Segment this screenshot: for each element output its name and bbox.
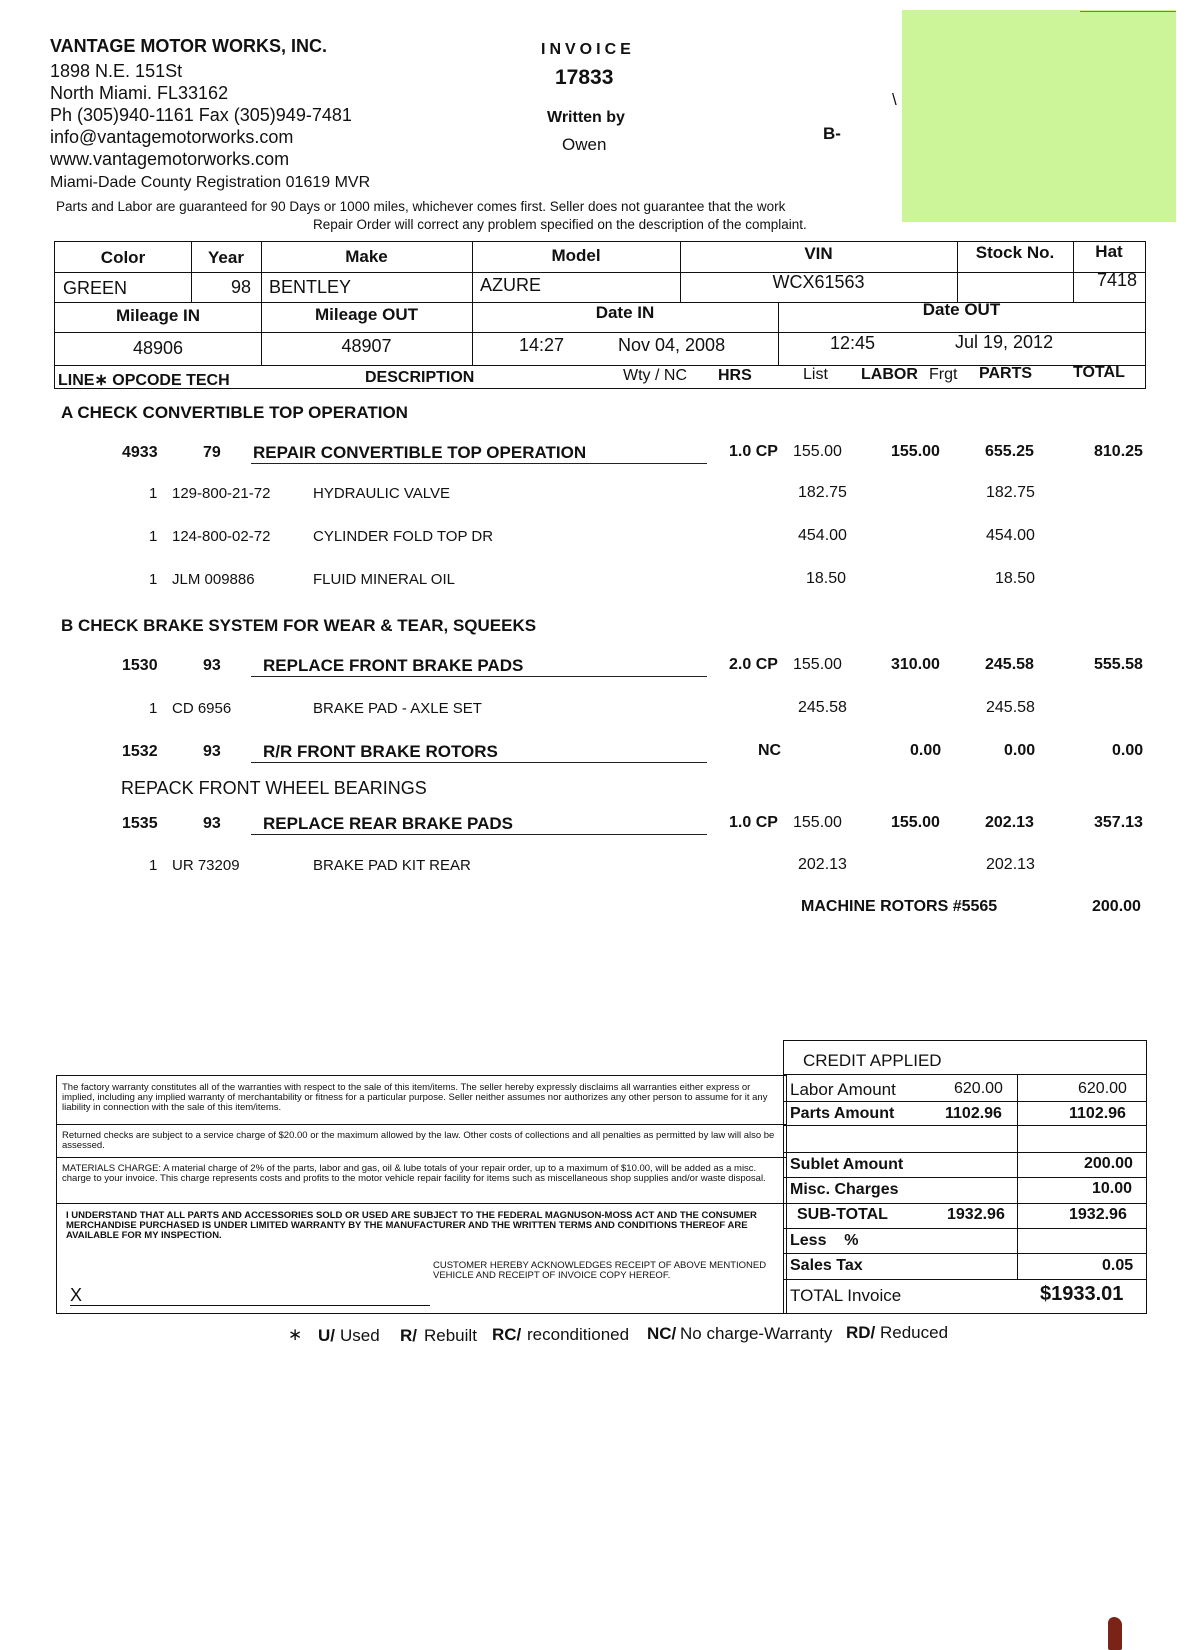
- written-by-name: Owen: [562, 135, 607, 154]
- date-in-date: Nov 04, 2008: [618, 335, 726, 355]
- vehicle-model: AZURE: [480, 275, 542, 295]
- legend-no-charge-value: No charge-Warranty: [680, 1324, 833, 1343]
- op-description: R/R FRONT BRAKE ROTORS: [263, 742, 498, 761]
- legend-used-value: Used: [340, 1326, 380, 1345]
- edge-line: [1080, 11, 1176, 12]
- signature-line: [70, 1305, 430, 1306]
- op-parts: 202.13: [985, 814, 1034, 831]
- op-underline: [251, 676, 707, 677]
- vehicle-info-table: [54, 241, 1146, 389]
- op-tech: 93: [203, 743, 221, 760]
- part-number: JLM 009886: [172, 571, 255, 588]
- sales-tax-total: 0.05: [1102, 1257, 1134, 1274]
- legend-reduced-key: RD/: [846, 1323, 876, 1342]
- company-address-line2: North Miami. FL33162: [50, 83, 229, 103]
- magnuson-moss-notice: I UNDERSTAND THAT ALL PARTS AND ACCESSORIES SOLD OR USED ARE SUBJECT TO THE FEDERAL MAGNUSON-MOSS ACT AND THE CONSUMER MERCHANDISE PURCHASED IS UNDER LIMITED WARRANTY BY THE MANUFACTURER AND THE WRITTEN TERMS AND CONDITIONS THEREOF ARE AVAILABLE FOR MY INSPECTION.: [66, 1210, 757, 1241]
- subtotal-label: SUB-TOTAL: [797, 1206, 888, 1223]
- col-frgt: Frgt: [929, 366, 958, 383]
- op-list: 155.00: [793, 443, 842, 460]
- part-amount: 454.00: [986, 527, 1035, 544]
- mileage-in: 48906: [132, 338, 184, 358]
- company-phone: Ph (305)940-1161 Fax (305)949-7481: [50, 105, 352, 125]
- part-description: HYDRAULIC VALVE: [313, 485, 450, 502]
- col-labor: LABOR: [861, 366, 918, 383]
- total-invoice-amount: $1933.01: [1040, 1283, 1124, 1305]
- sales-tax-label: Sales Tax: [790, 1257, 863, 1274]
- customer-acknowledgement: CUSTOMER HEREBY ACKNOWLEDGES RECEIPT OF ABOVE MENTIONED VEHICLE AND RECEIPT OF INVOICE COPY HEREOF.: [433, 1260, 767, 1281]
- vehicle-color: GREEN: [63, 278, 128, 298]
- op-hours: 2.0 CP: [729, 656, 778, 673]
- returned-checks-notice: Returned checks are subject to a service charge of $20.00 or the maximum allowed by the law. Other costs of collections and all penalties as permitted by law will also be assessed.: [62, 1130, 775, 1151]
- warranty-disclaimer: The factory warranty constitutes all of the warranties with respect to the sale of this item/items. The seller hereby expressly disclaims all warranties either express or implied, including any implied warranty of merchantability or fitness for a particular purpose. Seller neither assumes nor authorizes any other person to assume for it any liability in connection with the sale of this item/items.: [62, 1082, 768, 1113]
- date-out-header: Date OUT: [922, 300, 1001, 319]
- legend-no-charge-key: NC/: [647, 1324, 677, 1343]
- parts-amount-label: Parts Amount: [790, 1105, 895, 1122]
- invoice-number: 17833: [555, 66, 614, 89]
- legend-reduced-value: Reduced: [880, 1323, 949, 1342]
- labor-amount-mid: 620.00: [954, 1080, 1003, 1097]
- op-hours: NC: [758, 742, 782, 759]
- guarantee-line2: Repair Order will correct any problem specified on the description of the complaint.: [313, 217, 807, 232]
- part-list: 454.00: [798, 527, 847, 544]
- legend-rebuilt-value: Rebuilt: [424, 1326, 477, 1345]
- less-percent-label: Less %: [790, 1232, 859, 1249]
- op-description: REPLACE FRONT BRAKE PADS: [263, 656, 524, 675]
- op-code: 1530: [122, 657, 158, 674]
- op-labor: 0.00: [910, 742, 942, 759]
- op-underline: [251, 834, 707, 835]
- col-total: TOTAL: [1073, 364, 1125, 381]
- totals-box: [783, 1040, 1147, 1314]
- invoice-title: INVOICE: [541, 41, 635, 58]
- hat-header: Hat: [1095, 242, 1123, 261]
- year-header: Year: [208, 248, 244, 267]
- date-out-date: Jul 19, 2012: [955, 332, 1054, 352]
- op-parts: 655.25: [985, 443, 1034, 460]
- part-description: BRAKE PAD - AXLE SET: [313, 700, 482, 717]
- stock-header: Stock No.: [975, 243, 1055, 262]
- part-description: FLUID MINERAL OIL: [313, 571, 455, 588]
- sublet-description: MACHINE ROTORS #5565: [801, 898, 998, 915]
- section-a-title: A CHECK CONVERTIBLE TOP OPERATION: [61, 403, 408, 422]
- part-list: 182.75: [798, 484, 847, 501]
- subtotal-total: 1932.96: [1069, 1206, 1127, 1223]
- part-number: CD 6956: [172, 700, 232, 717]
- company-website: www.vantagemotorworks.com: [50, 149, 290, 169]
- written-by-label: Written by: [547, 109, 625, 126]
- op-total: 357.13: [1094, 814, 1143, 831]
- partial-letter: \: [892, 90, 897, 109]
- company-name: VANTAGE MOTOR WORKS, INC.: [50, 36, 327, 56]
- color-header: Color: [100, 248, 146, 267]
- date-in-time: 14:27: [519, 335, 565, 355]
- col-list: List: [803, 366, 828, 383]
- misc-charges-label: Misc. Charges: [790, 1181, 899, 1198]
- op-labor: 155.00: [891, 814, 940, 831]
- op-tech: 93: [203, 657, 221, 674]
- vehicle-year: 98: [230, 277, 251, 297]
- section-b-title: B CHECK BRAKE SYSTEM FOR WEAR & TEAR, SQUEEKS: [61, 616, 537, 635]
- op-note: REPACK FRONT WHEEL BEARINGS: [121, 778, 427, 798]
- op-labor: 155.00: [891, 443, 940, 460]
- op-tech: 79: [203, 444, 221, 461]
- mileage-in-header: Mileage IN: [115, 306, 201, 325]
- legend-used-key: U/: [318, 1326, 335, 1345]
- part-qty: 1: [149, 571, 158, 588]
- part-amount: 18.50: [995, 570, 1036, 587]
- sublet-amount-total: 200.00: [1084, 1155, 1133, 1172]
- op-parts: 0.00: [1004, 742, 1036, 759]
- op-code: 1535: [122, 815, 158, 832]
- op-list: 155.00: [793, 656, 842, 673]
- ink-smudge: [1108, 1617, 1122, 1650]
- signature-x: X: [70, 1285, 83, 1305]
- guarantee-line1: Parts and Labor are guaranteed for 90 Days or 1000 miles, whichever comes first. Seller does not guarantee that the work: [56, 199, 786, 214]
- vehicle-hat: 7418: [1096, 270, 1137, 290]
- op-description: REPAIR CONVERTIBLE TOP OPERATION: [253, 443, 587, 462]
- part-number: 124-800-02-72: [172, 528, 271, 545]
- part-amount: 245.58: [986, 699, 1035, 716]
- legend-star: ∗: [288, 1325, 303, 1344]
- legend-reconditioned-value: reconditioned: [527, 1325, 630, 1344]
- col-wty-nc: Wty / NC: [623, 367, 687, 384]
- part-description: BRAKE PAD KIT REAR: [313, 857, 471, 874]
- credit-applied-label: CREDIT APPLIED: [803, 1051, 942, 1070]
- part-description: CYLINDER FOLD TOP DR: [313, 528, 494, 545]
- model-header: Model: [551, 246, 601, 265]
- sticky-note: [902, 10, 1176, 222]
- part-list: 245.58: [798, 699, 847, 716]
- op-code: 1532: [122, 743, 158, 760]
- op-underline: [251, 463, 707, 464]
- legend-reconditioned-key: RC/: [492, 1325, 522, 1344]
- part-amount: 182.75: [986, 484, 1035, 501]
- parts-amount-total: 1102.96: [1069, 1105, 1126, 1122]
- part-qty: 1: [149, 857, 158, 874]
- op-list: 155.00: [793, 814, 842, 831]
- op-labor: 310.00: [891, 656, 940, 673]
- vehicle-make: BENTLEY: [269, 277, 352, 297]
- company-email: info@vantagemotorworks.com: [50, 127, 294, 147]
- terms-box: [56, 1075, 787, 1314]
- part-qty: 1: [149, 485, 158, 502]
- op-code: 4933: [122, 444, 158, 461]
- sublet-amount-label: Sublet Amount: [790, 1156, 904, 1173]
- op-description: REPLACE REAR BRAKE PADS: [263, 814, 513, 833]
- op-parts: 245.58: [985, 656, 1034, 673]
- op-total: 555.58: [1094, 656, 1143, 673]
- sublet-amount: 200.00: [1092, 898, 1141, 915]
- part-qty: 1: [149, 700, 158, 717]
- op-tech: 93: [203, 815, 221, 832]
- make-header: Make: [345, 247, 388, 266]
- op-total: 0.00: [1112, 742, 1144, 759]
- part-number: 129-800-21-72: [172, 485, 271, 502]
- misc-charges-total: 10.00: [1092, 1180, 1133, 1197]
- op-hours: 1.0 CP: [729, 814, 778, 831]
- b-label: B-: [823, 124, 841, 143]
- op-underline: [251, 762, 707, 763]
- county-registration: Miami-Dade County Registration 01619 MVR: [50, 174, 371, 191]
- parts-amount-mid: 1102.96: [945, 1105, 1002, 1122]
- vehicle-vin: WCX61563: [772, 272, 865, 292]
- total-invoice-label: TOTAL Invoice: [790, 1286, 902, 1305]
- date-in-header: Date IN: [595, 303, 655, 322]
- col-hrs: HRS: [718, 367, 752, 384]
- part-list: 202.13: [798, 856, 847, 873]
- subtotal-mid: 1932.96: [947, 1206, 1005, 1223]
- date-out-time: 12:45: [830, 333, 876, 353]
- col-description: DESCRIPTION: [365, 369, 475, 386]
- part-amount: 202.13: [986, 856, 1035, 873]
- part-list: 18.50: [806, 570, 847, 587]
- col-parts: PARTS: [979, 365, 1033, 382]
- labor-amount-total: 620.00: [1078, 1080, 1127, 1097]
- vin-header: VIN: [804, 244, 833, 263]
- mileage-out-header: Mileage OUT: [315, 305, 418, 324]
- op-total: 810.25: [1094, 443, 1143, 460]
- mileage-out: 48907: [341, 336, 392, 356]
- labor-amount-label: Labor Amount: [790, 1080, 896, 1099]
- legend-rebuilt-key: R/: [400, 1326, 417, 1345]
- company-address-line1: 1898 N.E. 151St: [50, 61, 183, 81]
- materials-charge-notice: MATERIALS CHARGE: A material charge of 2% of the parts, labor and gas, oil & lube totals of your repair order, up to a maximum of $10.00, will be added as a misc. charge to your invoice. This charge represents costs and profits to the motor vehicle repair facility for items such as miscellaneous shop supplies and/or waste disposal.: [62, 1163, 766, 1184]
- op-hours: 1.0 CP: [729, 443, 778, 460]
- col-line-opcode-tech: LINE∗ OPCODE TECH: [58, 372, 230, 389]
- part-number: UR 73209: [172, 857, 240, 874]
- part-qty: 1: [149, 528, 158, 545]
